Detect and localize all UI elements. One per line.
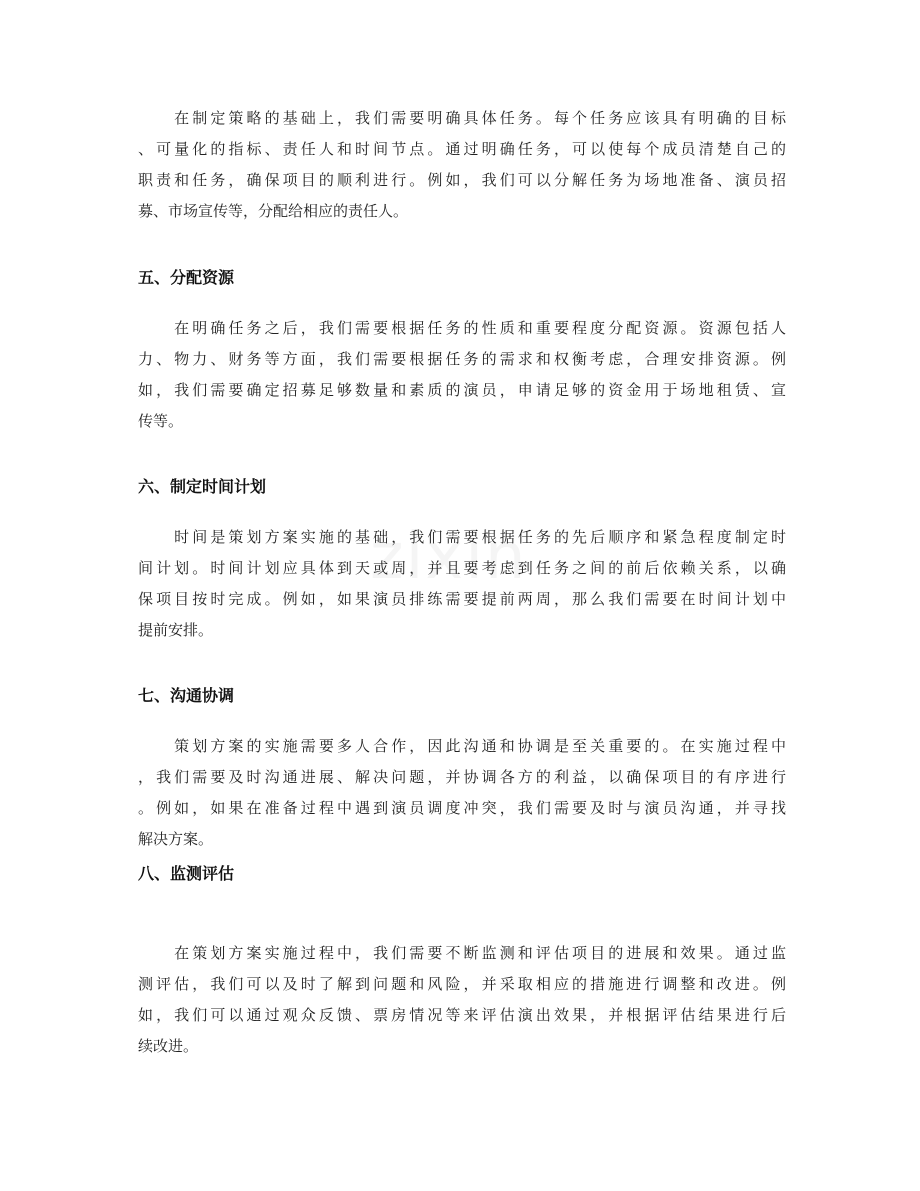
paragraph-line: 职责和任务，确保项目的顺利进行。例如，我们可以分解任务为场地准备、演员招 (138, 171, 786, 189)
paragraph-line: 在明确任务之后，我们需要根据任务的性质和重要程度分配资源。资源包括人 (138, 319, 786, 337)
paragraph-monitoring (138, 938, 786, 1062)
paragraph-line: 策划方案的实施需要多人合作，因此沟通和协调是至关重要的。在实施过程中 (138, 737, 786, 755)
paragraph-line: 保项目按时完成。例如，如果演员排练需要提前两周，那么我们需要在时间计划中 (138, 590, 786, 608)
paragraph-line: 在制定策略的基础上，我们需要明确具体任务。每个任务应该具有明确的目标 (138, 109, 786, 127)
paragraph-allocate-resources (138, 313, 786, 437)
paragraph-line: 间计划。时间计划应具体到天或周，并且要考虑到任务之间的前后依赖关系，以确 (138, 559, 786, 577)
paragraph-line: 募、市场宣传等，分配给相应的责任人。 (138, 202, 409, 220)
paragraph-line: 如，我们可以通过观众反馈、票房情况等来评估演出效果，并根据评估结果进行后 (138, 1006, 786, 1024)
paragraph-line: 传等。 (138, 412, 184, 430)
paragraph-line: 如，我们需要确定招募足够数量和素质的演员，申请足够的资金用于场地租赁、宣 (138, 381, 786, 399)
paragraph-line: 、可量化的指标、责任人和时间节点。通过明确任务，可以使每个成员清楚自己的 (138, 140, 786, 158)
section-heading-communication: 七、沟通协调 (138, 686, 235, 705)
paragraph-line: 时间是策划方案实施的基础，我们需要根据任务的先后顺序和紧急程度制定时 (138, 528, 786, 546)
section-heading-monitoring: 八、监测评估 (138, 864, 235, 883)
paragraph-define-tasks (138, 103, 786, 227)
section-heading-time-plan: 六、制定时间计划 (138, 477, 267, 496)
paragraph-line: 测评估，我们可以及时了解到问题和风险，并采取相应的措施进行调整和改进。例 (138, 975, 786, 993)
paragraph-time-plan (138, 522, 786, 646)
paragraph-line: 力、物力、财务等方面，我们需要根据任务的需求和权衡考虑，合理安排资源。例 (138, 350, 786, 368)
paragraph-line: 在策划方案实施过程中，我们需要不断监测和评估项目的进展和效果。通过监 (138, 944, 786, 962)
section-heading-allocate-resources: 五、分配资源 (138, 268, 235, 287)
paragraph-line: 。例如，如果在准备过程中遇到演员调度冲突，我们需要及时与演员沟通，并寻找 (138, 799, 786, 817)
paragraph-line: ，我们需要及时沟通进展、解决问题，并协调各方的利益，以确保项目的有序进行 (138, 768, 786, 786)
paragraph-line: 提前安排。 (138, 621, 214, 639)
watermark: zixin (370, 520, 528, 594)
paragraph-line: 续改进。 (138, 1037, 199, 1055)
paragraph-communication (138, 731, 786, 855)
paragraph-line: 解决方案。 (138, 830, 214, 848)
